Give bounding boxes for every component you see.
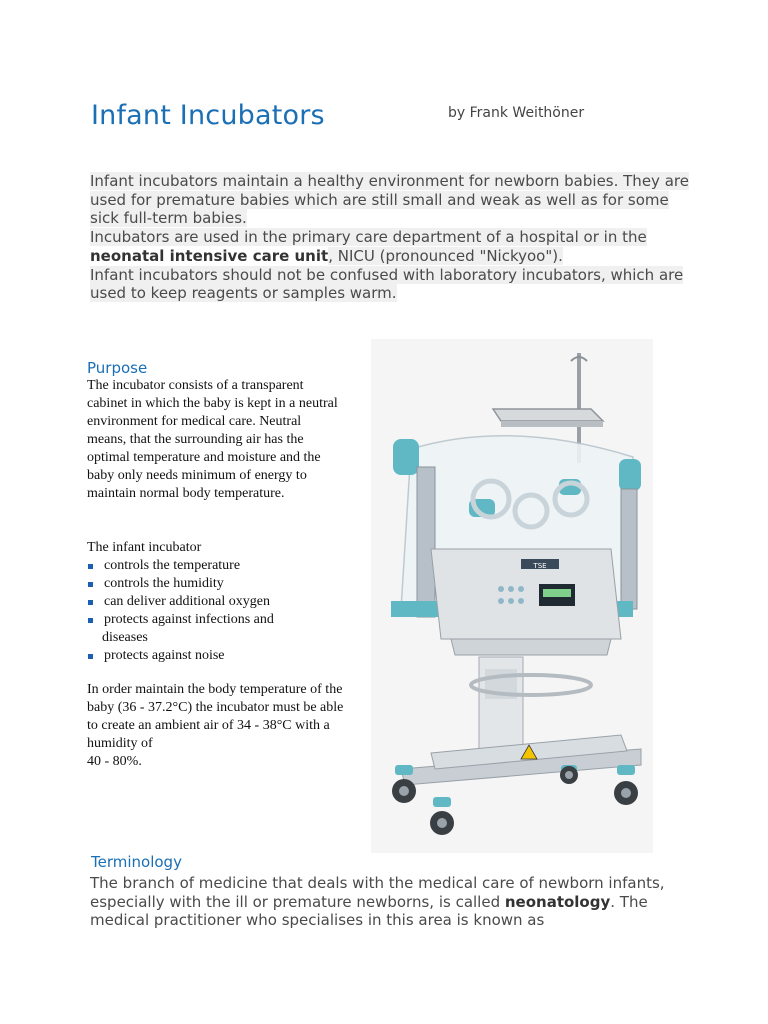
- purpose-heading: Purpose: [87, 359, 148, 377]
- author-byline: by Frank Weithöner: [448, 105, 585, 121]
- bullet-square-icon: [88, 582, 93, 587]
- bullet-square-icon: [88, 654, 93, 659]
- bullet-square-icon: [88, 618, 93, 623]
- intro-paragraph-1: Infant incubators maintain a healthy environment for newborn babies. They are used for premature babies which are still small and weak as well as for some sick full-term babies.: [90, 172, 689, 228]
- list-item: controls the temperature: [87, 557, 307, 575]
- nicu-term: neonatal intensive care unit: [90, 246, 329, 265]
- incubator-image: [371, 339, 653, 853]
- intro-section: [90, 172, 690, 303]
- terminology-paragraph: The branch of medicine that deals with the medical care of newborn infants, especially with the ill or premature newborns, is called neonatology. The medical practitioner who specialises in this area is known as: [90, 874, 665, 930]
- temperature-paragraph: In order maintain the body temperature of the baby (36 - 37.2°C) the incubator must be able to create an ambient air of 34 - 38°C with a humidity of 40 - 80%.: [87, 682, 344, 769]
- list-item: protects against infections and diseases: [87, 611, 307, 647]
- bullet-square-icon: [88, 564, 93, 569]
- neonatology-term: neonatology: [504, 892, 611, 911]
- list-item: protects against noise: [87, 647, 307, 665]
- features-list: [87, 557, 307, 665]
- terminology-heading: Terminology: [91, 853, 182, 871]
- intro-paragraph-2: Incubators are used in the primary care department of a hospital or in the neonatal intensive care unit, NICU (pronounced "Nickyoo").: [90, 228, 647, 265]
- list-item: controls the humidity: [87, 575, 307, 593]
- bullet-square-icon: [88, 600, 93, 605]
- intro-paragraph-3: Infant incubators should not be confused with laboratory incubators, which are used to keep reagents or samples warm.: [90, 265, 684, 303]
- purpose-paragraph: The incubator consists of a transparent cabinet in which the baby is kept in a neutral environment for medical care. Neutral means, that the surrounding air has the optimal temperature and moisture and the baby only needs minimum of energy to maintain normal body temperature.: [87, 378, 338, 501]
- page-title: Infant Incubators: [91, 100, 325, 131]
- list-intro: The infant incubator: [87, 540, 202, 555]
- list-item: can deliver additional oxygen: [87, 593, 307, 611]
- display-label: TSE: [533, 562, 547, 570]
- incubator-illustration: [371, 339, 653, 853]
